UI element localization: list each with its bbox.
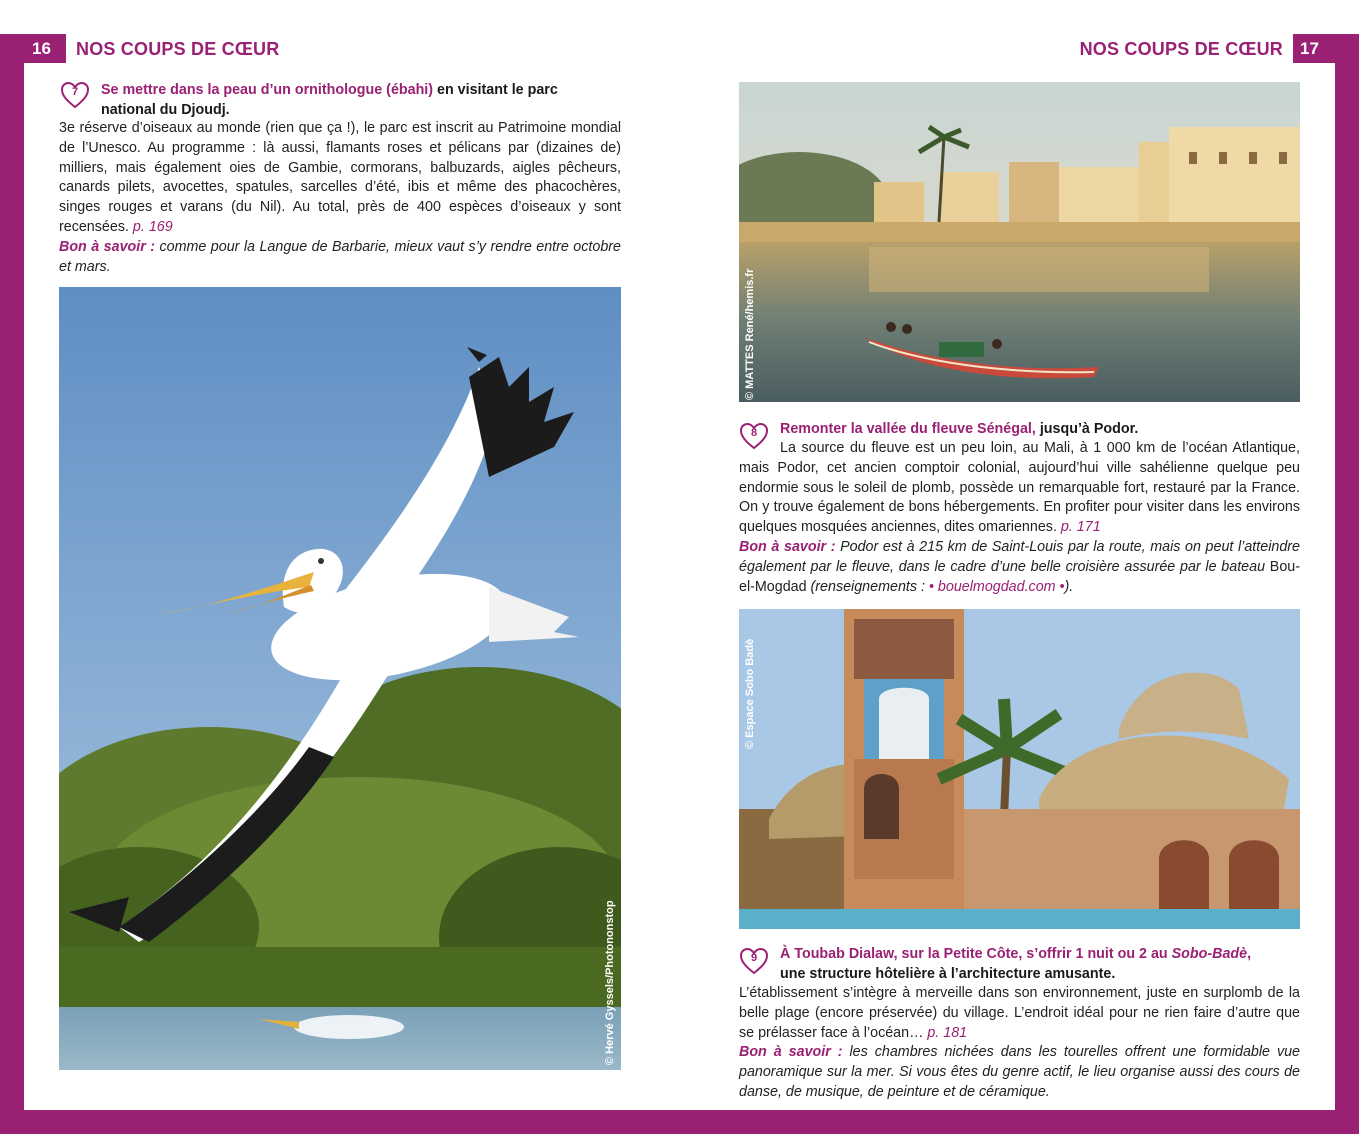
photo-credit: © MATTES René/hemis.fr [744,268,756,400]
entry-body [739,984,1300,1103]
podor-river-photo [739,82,1300,402]
entry-body [739,439,1300,597]
right-running-head: NOS COUPS DE CŒUR [1079,39,1283,59]
entry-number: 9 [750,952,758,964]
entry-title-highlight-end: , [1247,946,1252,962]
entry-title-highlight: À Toubab Dialaw, sur la Petite Côte, s’offrir 1 nuit ou 2 au [780,946,1172,962]
entry-body [59,119,621,277]
entry-title-rest: en visitant le parc [433,82,558,98]
tip-label: Bon à savoir : [59,238,156,255]
tip-label: Bon à savoir : [739,538,836,555]
boat-name: Bou-el-Mogdad [739,558,1300,595]
right-page-number: 17 [1300,39,1319,58]
left-page-number: 16 [32,39,51,58]
tip-text: les chambres nichées dans les tourelles offrent une formidable vue panoramique sur la mer. Si vous êtes du genre actif, le lieu organise aussi des cours de danse, de musique, de peinture et de céramique. [739,1044,1300,1100]
tip-text: Podor est à 215 km de Saint-Louis par la route, mais on peut l’atteindre également par le fleuve, dans le cadre d’une belle croisière assurée par le bateau [739,538,1300,575]
entry-title [101,80,621,120]
entry-body-text: L’établissement s’intègre à merveille dans son environnement, juste en surplomb de la belle plage (encore préservée) du village. L’endroit idéal pour ne rien faire d’autre que se prélasser face à l’océan… [739,985,1300,1041]
photo-credit: © Hervé Gyssels/Photononstop [604,900,616,1065]
hotel-name: Sobo-Badè [1171,946,1248,962]
right-edge-band [1335,34,1359,1110]
tip-text: comme pour la Langue de Barbarie, mieux vaut s’y rendre entre octobre et mars. [59,238,621,275]
entry-body-text: La source du fleuve est un peu loin, au Mali, à 1 000 km de l’océan Atlantique, mais Podor, cet ancien comptoir colonial, aujourd’hui ville sahélienne quelque peu endormie sous le soleil de plomb, possède un remarquable fort, restauré par la France. On y trouve également de bons hébergements. En profiter pour visiter dans les environs quelques mosquées anciennes, dites omariennes. [739,440,1300,536]
page-reference-link[interactable]: p. 171 [1060,519,1101,536]
sobo-bade-photo [739,609,1300,929]
entry-number: 7 [71,86,79,98]
tip-paragraph [739,539,1300,595]
entry-title-highlight: Se mettre dans la peau d’un ornithologue (ébahi) [101,82,434,98]
tip-label: Bon à savoir : [739,1044,843,1061]
tip-paragraph [59,239,621,275]
entry-title-highlight: Remonter la vallée du fleuve Sénégal, [780,421,1036,437]
tip-paren-close: ). [1064,578,1074,595]
entry-title-line-2: national du Djoudj. [101,102,230,118]
heart-outline-icon [60,80,90,110]
left-running-head: NOS COUPS DE CŒUR [76,39,280,59]
entry-title [780,944,1300,984]
entry-title-rest: jusqu’à Podor. [1035,421,1139,437]
tip-paren-open: (renseignements : [806,578,929,595]
photo-credit: © Espace Sobo Badè [744,638,756,749]
page-reference-link[interactable]: p. 181 [927,1024,968,1041]
entry-title [780,419,1300,439]
entry-number: 8 [750,427,758,439]
bottom-edge-band [0,1110,1359,1134]
tip-paragraph [739,1044,1300,1100]
website-link[interactable]: • bouelmogdad.com • [928,578,1065,595]
entry-body-text: 3e réserve d’oiseaux au monde (rien que ça !), le parc est inscrit au Patrimoine mondial de l’Unesco. Au programme : là aussi, flamants roses et pélicans par (dizaines de) milliers, mais également oies de Gambie, cormorans, balbuzards, aigles pêcheurs, canards pilets, avocettes, spatules, sarcelles d’été, ibis et même des phacochères, singes rouges et varans (du Nil). Au total, près de 400 espèces d’oiseaux y sont recensées. [59,120,621,235]
page-reference-link[interactable]: p. 169 [132,218,173,235]
entry-title-line-2: une structure hôtelière à l’architecture amusante. [780,966,1116,982]
page-top-margin [0,0,1359,34]
heart-outline-icon [739,946,769,976]
pelican-photo [59,287,621,1070]
left-edge-band [0,34,24,1110]
